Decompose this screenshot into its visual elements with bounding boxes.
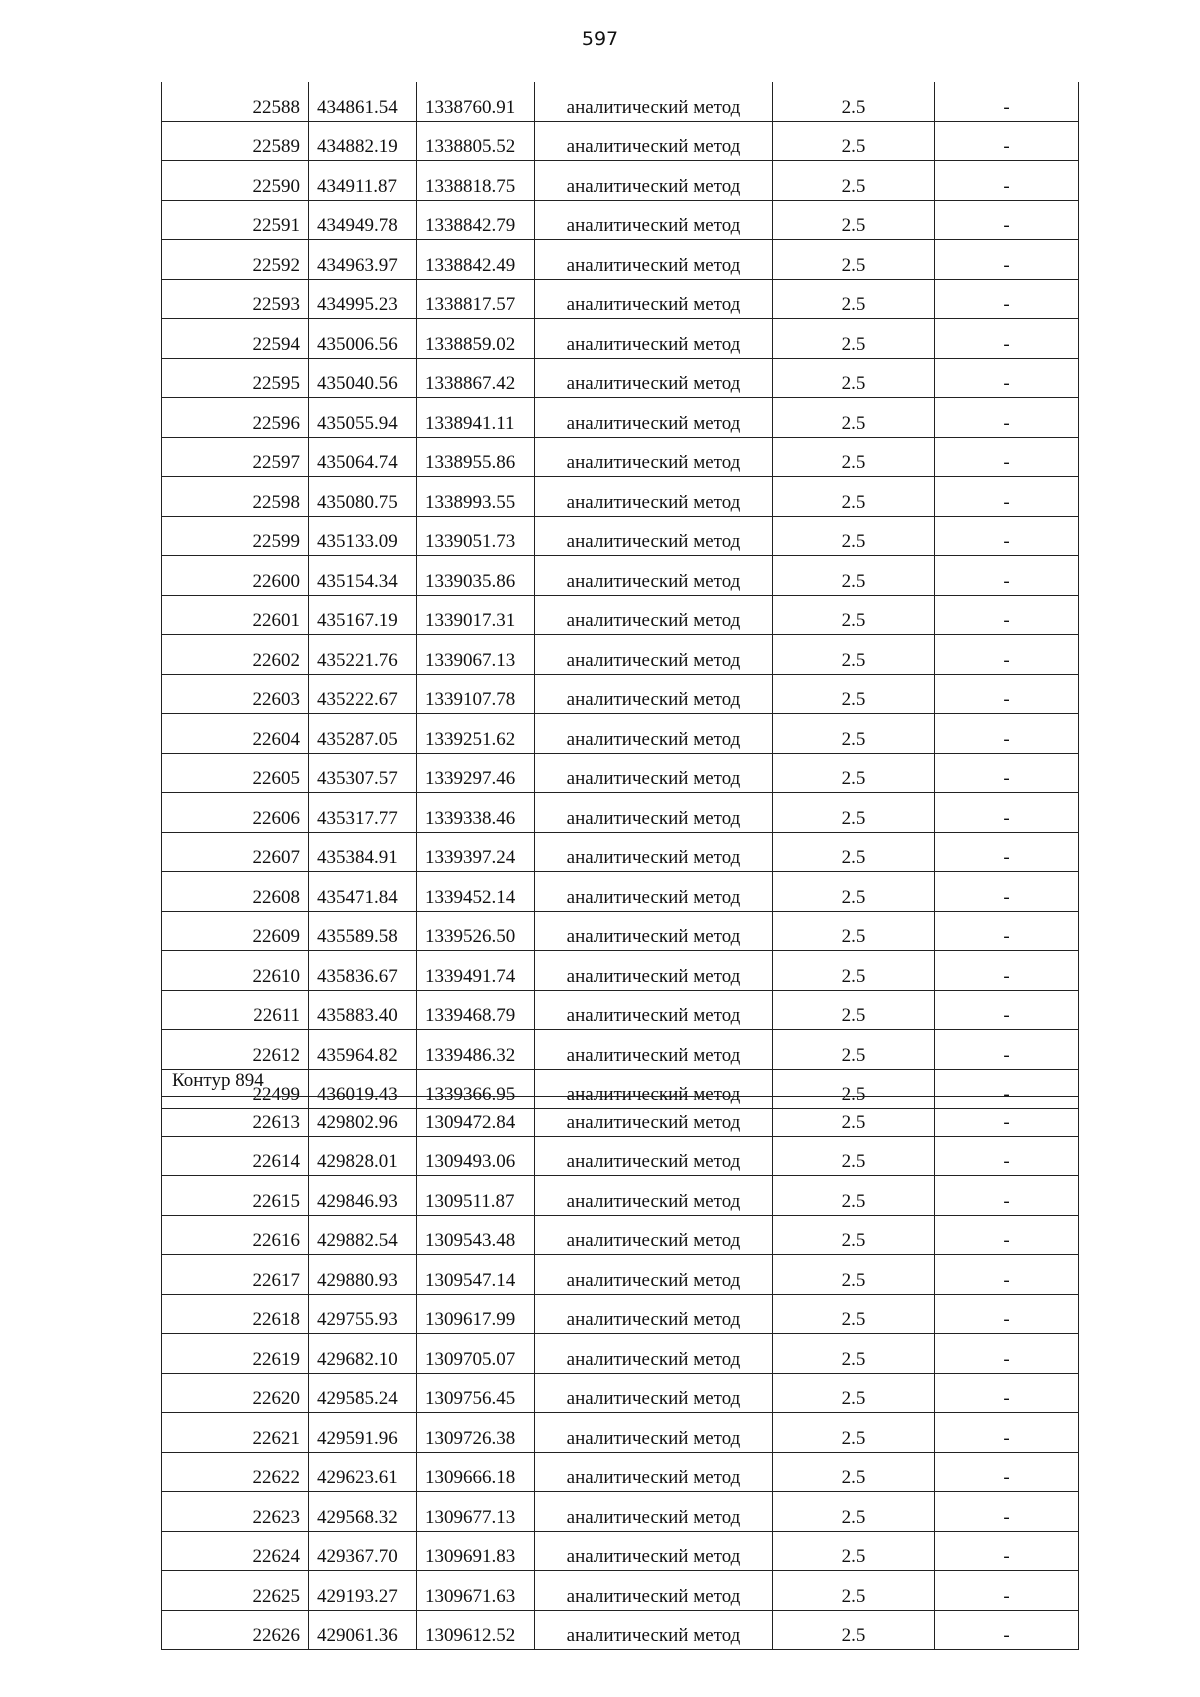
x-coordinate-cell: 429880.93 [309,1255,417,1295]
point-number-cell: 22615 [162,1176,309,1216]
point-number-cell: 22623 [162,1492,309,1532]
x-coordinate-cell: 435222.67 [309,674,417,714]
point-number-cell: 22589 [162,121,309,161]
y-coordinate-cell: 1339251.62 [417,714,535,754]
y-coordinate-cell: 1309511.87 [417,1176,535,1216]
table-row [162,1176,1079,1216]
y-coordinate-cell: 1339397.24 [417,832,535,872]
method-cell: аналитический метод [535,200,773,240]
table-row [162,951,1079,991]
y-coordinate-cell: 1339526.50 [417,911,535,951]
x-coordinate-cell: 435836.67 [309,951,417,991]
x-coordinate-cell: 429755.93 [309,1294,417,1334]
note-cell: - [935,832,1079,872]
point-number-cell: 22595 [162,358,309,398]
y-coordinate-cell: 1309666.18 [417,1452,535,1492]
x-coordinate-cell: 435307.57 [309,753,417,793]
accuracy-cell: 2.5 [773,1069,935,1109]
table-row [162,161,1079,201]
table-row [162,121,1079,161]
method-cell: аналитический метод [535,1373,773,1413]
method-cell: аналитический метод [535,82,773,121]
point-number-cell: 22607 [162,832,309,872]
method-cell: аналитический метод [535,1492,773,1532]
accuracy-cell: 2.5 [773,279,935,319]
point-number-cell: 22625 [162,1571,309,1611]
table-row [162,990,1079,1030]
note-cell: - [935,1334,1079,1374]
method-cell: аналитический метод [535,674,773,714]
y-coordinate-cell: 1309543.48 [417,1215,535,1255]
point-number-cell: 22619 [162,1334,309,1374]
table-row [162,82,1079,121]
y-coordinate-cell: 1339452.14 [417,872,535,912]
page-number: 597 [581,28,619,50]
x-coordinate-cell: 429846.93 [309,1176,417,1216]
accuracy-cell: 2.5 [773,714,935,754]
method-cell: аналитический метод [535,1294,773,1334]
note-cell: - [935,1452,1079,1492]
point-number-cell: 22594 [162,319,309,359]
y-coordinate-cell: 1309726.38 [417,1413,535,1453]
table-row [162,1255,1079,1295]
note-cell: - [935,635,1079,675]
x-coordinate-cell: 435167.19 [309,595,417,635]
x-coordinate-cell: 435133.09 [309,516,417,556]
accuracy-cell: 2.5 [773,319,935,359]
point-number-cell: 22609 [162,911,309,951]
accuracy-cell: 2.5 [773,1531,935,1571]
x-coordinate-cell: 435964.82 [309,1030,417,1070]
accuracy-cell: 2.5 [773,635,935,675]
table-row [162,753,1079,793]
y-coordinate-cell: 1338805.52 [417,121,535,161]
coordinates-table-2 [161,1096,1079,1650]
note-cell: - [935,595,1079,635]
accuracy-cell: 2.5 [773,674,935,714]
y-coordinate-cell: 1309617.99 [417,1294,535,1334]
table-row [162,714,1079,754]
y-coordinate-cell: 1339035.86 [417,556,535,596]
note-cell: - [935,200,1079,240]
method-cell: аналитический метод [535,398,773,438]
accuracy-cell: 2.5 [773,911,935,951]
method-cell: аналитический метод [535,1097,773,1137]
note-cell: - [935,1069,1079,1109]
point-number-cell: 22588 [162,82,309,121]
accuracy-cell: 2.5 [773,595,935,635]
point-number-cell: 22604 [162,714,309,754]
x-coordinate-cell: 436019.43 [309,1069,417,1109]
method-cell: аналитический метод [535,477,773,517]
note-cell: - [935,753,1079,793]
note-cell: - [935,793,1079,833]
point-number-cell: 22621 [162,1413,309,1453]
accuracy-cell: 2.5 [773,161,935,201]
y-coordinate-cell: 1309691.83 [417,1531,535,1571]
point-number-cell: 22605 [162,753,309,793]
table-row [162,1136,1079,1176]
y-coordinate-cell: 1339486.32 [417,1030,535,1070]
table-row [162,437,1079,477]
note-cell: - [935,1610,1079,1650]
y-coordinate-cell: 1339468.79 [417,990,535,1030]
note-cell: - [935,1373,1079,1413]
note-cell: - [935,1176,1079,1216]
y-coordinate-cell: 1339067.13 [417,635,535,675]
accuracy-cell: 2.5 [773,556,935,596]
point-number-cell: 22613 [162,1097,309,1137]
y-coordinate-cell: 1339297.46 [417,753,535,793]
x-coordinate-cell: 435040.56 [309,358,417,398]
y-coordinate-cell: 1309612.52 [417,1610,535,1650]
point-number-cell: 22599 [162,516,309,556]
accuracy-cell: 2.5 [773,477,935,517]
note-cell: - [935,398,1079,438]
accuracy-cell: 2.5 [773,398,935,438]
table-row [162,398,1079,438]
method-cell: аналитический метод [535,1413,773,1453]
note-cell: - [935,1294,1079,1334]
point-number-cell: 22626 [162,1610,309,1650]
x-coordinate-cell: 429623.61 [309,1452,417,1492]
x-coordinate-cell: 429585.24 [309,1373,417,1413]
point-number-cell: 22610 [162,951,309,991]
note-cell: - [935,1531,1079,1571]
point-number-cell: 22597 [162,437,309,477]
x-coordinate-cell: 434963.97 [309,240,417,280]
y-coordinate-cell: 1339107.78 [417,674,535,714]
point-number-cell: 22598 [162,477,309,517]
table-row [162,872,1079,912]
accuracy-cell: 2.5 [773,872,935,912]
table-row [162,793,1079,833]
table-row [162,516,1079,556]
y-coordinate-cell: 1338859.02 [417,319,535,359]
accuracy-cell: 2.5 [773,753,935,793]
table-row [162,1334,1079,1374]
table-row [162,595,1079,635]
y-coordinate-cell: 1338760.91 [417,82,535,121]
accuracy-cell: 2.5 [773,82,935,121]
note-cell: - [935,358,1079,398]
x-coordinate-cell: 429568.32 [309,1492,417,1532]
table-row [162,1373,1079,1413]
y-coordinate-cell: 1309705.07 [417,1334,535,1374]
contour-label: Контур 894 [172,1070,264,1091]
note-cell: - [935,990,1079,1030]
accuracy-cell: 2.5 [773,1176,935,1216]
accuracy-cell: 2.5 [773,832,935,872]
method-cell: аналитический метод [535,1176,773,1216]
note-cell: - [935,82,1079,121]
x-coordinate-cell: 434882.19 [309,121,417,161]
note-cell: - [935,516,1079,556]
method-cell: аналитический метод [535,1571,773,1611]
y-coordinate-cell: 1338955.86 [417,437,535,477]
point-number-cell: 22618 [162,1294,309,1334]
point-number-cell: 22622 [162,1452,309,1492]
accuracy-cell: 2.5 [773,1452,935,1492]
x-coordinate-cell: 435883.40 [309,990,417,1030]
table-row [162,1531,1079,1571]
point-number-cell: 22606 [162,793,309,833]
accuracy-cell: 2.5 [773,1136,935,1176]
method-cell: аналитический метод [535,1215,773,1255]
note-cell: - [935,437,1079,477]
accuracy-cell: 2.5 [773,1610,935,1650]
method-cell: аналитический метод [535,872,773,912]
note-cell: - [935,1492,1079,1532]
table-row [162,635,1079,675]
y-coordinate-cell: 1309756.45 [417,1373,535,1413]
point-number-cell: 22624 [162,1531,309,1571]
method-cell: аналитический метод [535,951,773,991]
method-cell: аналитический метод [535,556,773,596]
method-cell: аналитический метод [535,121,773,161]
table-row [162,1215,1079,1255]
note-cell: - [935,1097,1079,1137]
table-row [162,674,1079,714]
note-cell: - [935,240,1079,280]
y-coordinate-cell: 1338817.57 [417,279,535,319]
accuracy-cell: 2.5 [773,1373,935,1413]
accuracy-cell: 2.5 [773,1030,935,1070]
table-row [162,477,1079,517]
accuracy-cell: 2.5 [773,1294,935,1334]
table-row [162,1452,1079,1492]
note-cell: - [935,1571,1079,1611]
point-number-cell: 22590 [162,161,309,201]
method-cell: аналитический метод [535,358,773,398]
note-cell: - [935,1413,1079,1453]
x-coordinate-cell: 429828.01 [309,1136,417,1176]
accuracy-cell: 2.5 [773,240,935,280]
method-cell: аналитический метод [535,793,773,833]
method-cell: аналитический метод [535,319,773,359]
x-coordinate-cell: 434949.78 [309,200,417,240]
accuracy-cell: 2.5 [773,437,935,477]
x-coordinate-cell: 434861.54 [309,82,417,121]
note-cell: - [935,556,1079,596]
y-coordinate-cell: 1309547.14 [417,1255,535,1295]
table-row [162,240,1079,280]
method-cell: аналитический метод [535,635,773,675]
table-row [162,1413,1079,1453]
accuracy-cell: 2.5 [773,793,935,833]
table-row [162,911,1079,951]
point-number-cell: 22601 [162,595,309,635]
coordinates-table-1 [161,82,1079,1109]
y-coordinate-cell: 1338867.42 [417,358,535,398]
x-coordinate-cell: 429591.96 [309,1413,417,1453]
table-row [162,1492,1079,1532]
point-number-cell: 22617 [162,1255,309,1295]
x-coordinate-cell: 435055.94 [309,398,417,438]
x-coordinate-cell: 435064.74 [309,437,417,477]
note-cell: - [935,872,1079,912]
note-cell: - [935,911,1079,951]
y-coordinate-cell: 1338993.55 [417,477,535,517]
note-cell: - [935,1030,1079,1070]
table-row [162,319,1079,359]
method-cell: аналитический метод [535,1069,773,1109]
y-coordinate-cell: 1339366.95 [417,1069,535,1109]
table-row [162,1030,1079,1070]
y-coordinate-cell: 1339491.74 [417,951,535,991]
y-coordinate-cell: 1309472.84 [417,1097,535,1137]
method-cell: аналитический метод [535,1030,773,1070]
accuracy-cell: 2.5 [773,990,935,1030]
method-cell: аналитический метод [535,1136,773,1176]
method-cell: аналитический метод [535,240,773,280]
note-cell: - [935,951,1079,991]
point-number-cell: 22620 [162,1373,309,1413]
x-coordinate-cell: 434911.87 [309,161,417,201]
table-row [162,279,1079,319]
method-cell: аналитический метод [535,279,773,319]
accuracy-cell: 2.5 [773,1334,935,1374]
point-number-cell: 22614 [162,1136,309,1176]
table-row [162,1610,1079,1650]
y-coordinate-cell: 1309493.06 [417,1136,535,1176]
method-cell: аналитический метод [535,990,773,1030]
point-number-cell: 22603 [162,674,309,714]
x-coordinate-cell: 435080.75 [309,477,417,517]
table-row [162,832,1079,872]
method-cell: аналитический метод [535,161,773,201]
x-coordinate-cell: 429682.10 [309,1334,417,1374]
point-number-cell: 22616 [162,1215,309,1255]
method-cell: аналитический метод [535,714,773,754]
note-cell: - [935,1255,1079,1295]
note-cell: - [935,714,1079,754]
table-row [162,200,1079,240]
method-cell: аналитический метод [535,437,773,477]
y-coordinate-cell: 1338941.11 [417,398,535,438]
point-number-cell: 22608 [162,872,309,912]
x-coordinate-cell: 435221.76 [309,635,417,675]
method-cell: аналитический метод [535,1255,773,1295]
accuracy-cell: 2.5 [773,200,935,240]
y-coordinate-cell: 1338842.49 [417,240,535,280]
accuracy-cell: 2.5 [773,121,935,161]
note-cell: - [935,1215,1079,1255]
method-cell: аналитический метод [535,1452,773,1492]
note-cell: - [935,279,1079,319]
note-cell: - [935,319,1079,359]
table-row [162,556,1079,596]
method-cell: аналитический метод [535,1531,773,1571]
accuracy-cell: 2.5 [773,1215,935,1255]
accuracy-cell: 2.5 [773,1097,935,1137]
x-coordinate-cell: 435384.91 [309,832,417,872]
accuracy-cell: 2.5 [773,1413,935,1453]
x-coordinate-cell: 435317.77 [309,793,417,833]
table-row [162,1571,1079,1611]
y-coordinate-cell: 1339338.46 [417,793,535,833]
x-coordinate-cell: 429367.70 [309,1531,417,1571]
method-cell: аналитический метод [535,595,773,635]
method-cell: аналитический метод [535,832,773,872]
accuracy-cell: 2.5 [773,951,935,991]
method-cell: аналитический метод [535,516,773,556]
table-row [162,1294,1079,1334]
method-cell: аналитический метод [535,753,773,793]
accuracy-cell: 2.5 [773,1571,935,1611]
note-cell: - [935,674,1079,714]
point-number-cell: 22593 [162,279,309,319]
point-number-cell: 22499 [162,1069,309,1109]
point-number-cell: 22611 [162,990,309,1030]
accuracy-cell: 2.5 [773,1255,935,1295]
x-coordinate-cell: 435006.56 [309,319,417,359]
x-coordinate-cell: 435154.34 [309,556,417,596]
point-number-cell: 22596 [162,398,309,438]
method-cell: аналитический метод [535,911,773,951]
point-number-cell: 22602 [162,635,309,675]
y-coordinate-cell: 1309671.63 [417,1571,535,1611]
y-coordinate-cell: 1338818.75 [417,161,535,201]
point-number-cell: 22612 [162,1030,309,1070]
x-coordinate-cell: 435287.05 [309,714,417,754]
x-coordinate-cell: 429193.27 [309,1571,417,1611]
note-cell: - [935,121,1079,161]
y-coordinate-cell: 1339017.31 [417,595,535,635]
x-coordinate-cell: 434995.23 [309,279,417,319]
note-cell: - [935,477,1079,517]
y-coordinate-cell: 1309677.13 [417,1492,535,1532]
table-row [162,358,1079,398]
point-number-cell: 22591 [162,200,309,240]
point-number-cell: 22592 [162,240,309,280]
accuracy-cell: 2.5 [773,516,935,556]
accuracy-cell: 2.5 [773,1492,935,1532]
note-cell: - [935,1136,1079,1176]
x-coordinate-cell: 435471.84 [309,872,417,912]
x-coordinate-cell: 435589.58 [309,911,417,951]
table-row [162,1097,1079,1137]
x-coordinate-cell: 429882.54 [309,1215,417,1255]
y-coordinate-cell: 1338842.79 [417,200,535,240]
y-coordinate-cell: 1339051.73 [417,516,535,556]
note-cell: - [935,161,1079,201]
accuracy-cell: 2.5 [773,358,935,398]
method-cell: аналитический метод [535,1334,773,1374]
point-number-cell: 22600 [162,556,309,596]
x-coordinate-cell: 429802.96 [309,1097,417,1137]
x-coordinate-cell: 429061.36 [309,1610,417,1650]
method-cell: аналитический метод [535,1610,773,1650]
